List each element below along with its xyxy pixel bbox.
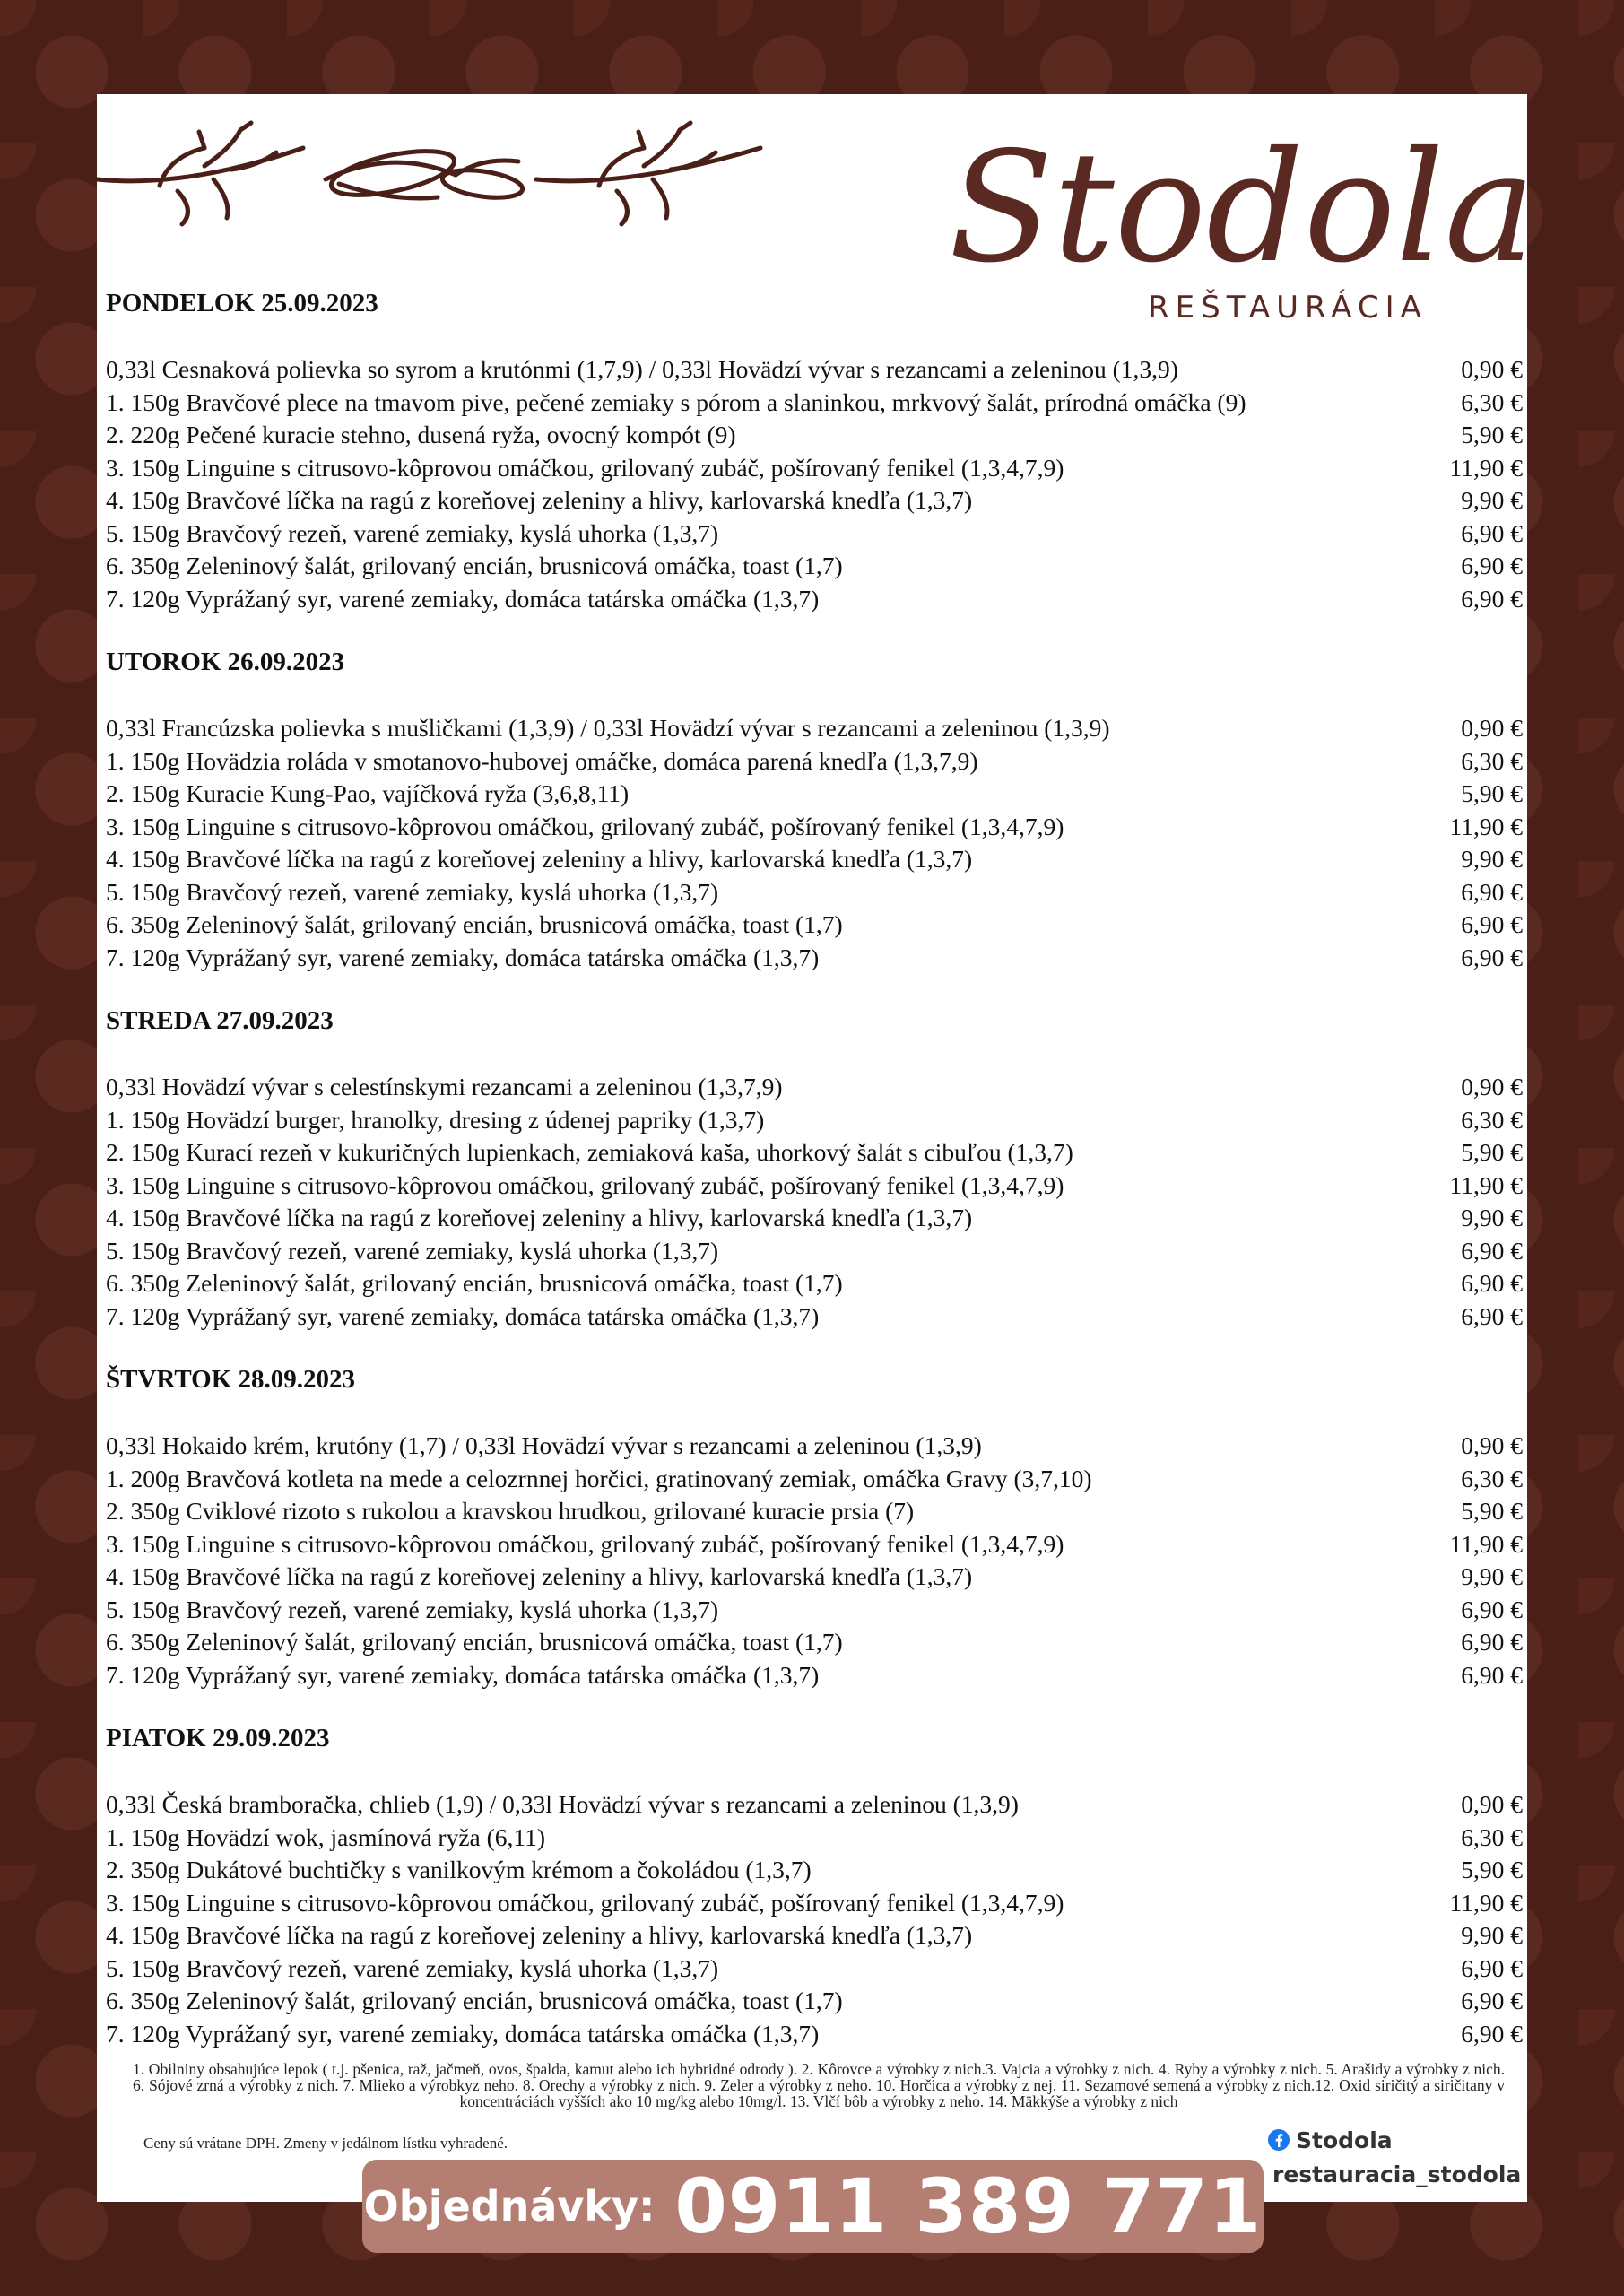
menu-sheet [97,94,1536,2202]
menu-item [106,909,1523,942]
menu-item [106,1561,1523,1594]
day-heading: UTOROK 26.09.2023 [106,648,345,676]
menu-item-text: 0,33l Hokaido krém, krutóny (1,7) / 0,33l Hovädzí vývar s rezancami a zeleninou (1,3,9) [106,1431,982,1459]
menu-item-price: 6,30 € [1461,746,1523,775]
menu-item [106,876,1523,909]
menu-item-price: 5,90 € [1461,1856,1523,1883]
menu-item-text: 7. 120g Vyprážaný syr, varené zemiaky, domáca tatárska omáčka (1,3,7) [106,943,820,971]
menu-item-price: 11,90 € [1449,1170,1523,1199]
menu-item-price: 6,90 € [1461,552,1523,579]
menu-item [106,1528,1523,1561]
menu-item-text: 4. 150g Bravčové líčka na ragú z koreňovej zeleniny a hlivy, karlovarská knedľa (1,3,7) [106,1921,973,1949]
menu-item [106,1300,1523,1334]
menu-item-price: 6,90 € [1461,1628,1523,1656]
day-section [106,287,1523,615]
menu-item-text: 0,33l Hovädzí vývar s celestínskymi rezancami a zeleninou (1,3,7,9) [106,1073,783,1100]
menu-item [106,1985,1523,2018]
menu-item [106,778,1523,811]
day-section [106,1722,1523,2050]
allergens-note: 1. Obilniny obsahujúce lepok ( t.j. pšenica, raž, jačmeň, ovos, špalda, kamut alebo ich hybridné odrody ). 2. Kôrovce a výrobky z nich.3. Vajcia a výrobky z nich. 4. Ryby a výrobky z nich. 5. Arašidy a výrobky z nich. 6. Sójové zrná a výrobky z nich. 7. Mlieko a výrobkyz neho. 8. Orechy a výrobky z nich. 9. Zeler a výrobky z neho. 10. Horčica a výrobky z nej. 11. Sezamové semená a výrobky z nich.12. Oxid siričitý a siričitany v koncentráciách vyšších ako 10 mg/kg alebo 10mg/l. 13. Vlčí bôb a výrobky z neho. 14. Mäkkýše a výrobky z nich [133,2060,1505,2110]
menu-item [106,2018,1523,2051]
menu-item-price: 11,90 € [1449,1888,1523,1917]
menu-item-price: 9,90 € [1461,845,1523,873]
logo-subtitle: REŠTAURÁCIA [1148,290,1428,326]
menu-item [106,745,1523,778]
menu-item-price: 0,90 € [1461,1790,1523,1818]
menu-item-price: 6,90 € [1461,1301,1523,1330]
menu-item-price: 9,90 € [1461,1562,1523,1590]
order-phone-number[interactable]: 0911 389 771 [674,2162,1263,2250]
menu-item [106,1919,1523,1952]
order-label: Objednávky: [363,2182,656,2231]
menu-item-text: 4. 150g Bravčové líčka na ragú z koreňovej zeleniny a hlivy, karlovarská knedľa (1,3,7) [106,845,973,873]
menu-item [106,1202,1523,1235]
menu-item-price: 6,90 € [1461,518,1523,547]
menu-item [106,1267,1523,1300]
menu-item-text: 1. 150g Hovädzí wok, jasmínová ryža (6,11) [106,1822,546,1851]
menu-item-price: 5,90 € [1461,1138,1523,1166]
menu-item-price: 9,90 € [1461,1204,1523,1231]
menu-item [106,517,1523,551]
menu-item-text: 4. 150g Bravčové líčka na ragú z koreňovej zeleniny a hlivy, karlovarská knedľa (1,3,7) [106,1562,973,1590]
menu-item-price: 6,90 € [1461,943,1523,971]
facebook-icon [1267,2128,1290,2152]
menu-item-text: 7. 120g Vyprážaný syr, varené zemiaky, domáca tatárska omáčka (1,3,7) [106,584,820,613]
menu-item [106,1104,1523,1137]
menu-item-text: 6. 350g Zeleninový šalát, grilovaný encián, brusnicová omáčka, toast (1,7) [106,910,843,938]
menu-item-price: 6,90 € [1461,1269,1523,1297]
menu-item-text: 0,33l Cesnaková polievka so syrom a krutónmi (1,7,9) / 0,33l Hovädzí vývar s rezancami a zeleninou (1,3,9) [106,355,1178,383]
menu-item [106,942,1523,975]
menu-item [106,712,1523,745]
instagram-link[interactable] [1267,2157,1522,2191]
menu-item [106,1430,1523,1463]
menu-item-text: 6. 350g Zeleninový šalát, grilovaný encián, brusnicová omáčka, toast (1,7) [106,1628,843,1656]
weekly-menu [106,287,1523,2050]
menu-item-price: 6,30 € [1461,387,1523,416]
menu-item-text: 0,33l Francúzska polievka s mušličkami (1,3,9) / 0,33l Hovädzí vývar s rezancami a zeleninou (1,3,9) [106,714,1110,742]
menu-item-price: 6,90 € [1461,1953,1523,1982]
menu-item-text: 5. 150g Bravčový rezeň, varené zemiaky, kyslá uhorka (1,3,7) [106,518,719,547]
menu-item-text: 5. 150g Bravčový rezeň, varené zemiaky, kyslá uhorka (1,3,7) [106,877,719,906]
menu-item-text: 1. 200g Bravčová kotleta na mede a celozrnnej horčici, gratinovaný zemiak, omáčka Gravy (3,7,10) [106,1464,1092,1492]
menu-item [106,1463,1523,1496]
day-section [106,1004,1523,1333]
menu-item [106,1594,1523,1627]
menu-item-text: 5. 150g Bravčový rezeň, varené zemiaky, kyslá uhorka (1,3,7) [106,1953,719,1982]
menu-item-price: 6,30 € [1461,1464,1523,1492]
menu-item-text: 7. 120g Vyprážaný syr, varené zemiaky, domáca tatárska omáčka (1,3,7) [106,1660,820,1689]
menu-item-price: 11,90 € [1449,453,1523,482]
order-phone-banner[interactable] [362,2160,1264,2253]
menu-item [106,1952,1523,1986]
menu-item-text: 6. 350g Zeleninový šalát, grilovaný encián, brusnicová omáčka, toast (1,7) [106,1987,843,2014]
menu-item [106,811,1523,844]
menu-item [106,353,1523,387]
menu-item-text: 2. 220g Pečené kuracie stehno, dusená ryža, ovocný kompót (9) [106,421,736,448]
menu-item [106,843,1523,876]
menu-item-price: 0,90 € [1461,1073,1523,1100]
menu-item-price: 6,30 € [1461,1105,1523,1134]
menu-item-text: 7. 120g Vyprážaný syr, varené zemiaky, domáca tatárska omáčka (1,3,7) [106,1301,820,1330]
social-links [1267,2123,1522,2191]
menu-item [106,1887,1523,1920]
menu-item-price: 0,90 € [1461,355,1523,383]
menu-item-price: 9,90 € [1461,486,1523,514]
menu-item-text: 1. 150g Hovädzia roláda v smotanovo-hubovej omáčke, domáca parená knedľa (1,3,7,9) [106,746,978,775]
menu-item [106,1822,1523,1855]
menu-item-text: 2. 350g Cviklové rizoto s rukolou a kravskou hrudkou, grilované kuracie prsia (7) [106,1497,915,1525]
menu-item-text: 2. 150g Kuracie Kung-Pao, vajíčková ryža (3,6,8,11) [106,779,630,807]
menu-item-price: 6,90 € [1461,1660,1523,1689]
menu-item [106,387,1523,420]
menu-item-text: 6. 350g Zeleninový šalát, grilovaný encián, brusnicová omáčka, toast (1,7) [106,552,843,579]
menu-item-text: 3. 150g Linguine s citrusovo-kôprovou omáčkou, grilovaný zubáč, pošírovaný fenikel (1,3,4,7,9) [106,453,1064,482]
menu-item-price: 0,90 € [1461,1431,1523,1459]
svg-text:Stodola: Stodola [949,119,1536,297]
menu-item [106,1235,1523,1268]
menu-item-price: 11,90 € [1449,1529,1523,1558]
day-section [106,646,1523,974]
menu-item [106,1071,1523,1104]
menu-item-text: 2. 350g Dukátové buchtičky s vanilkovým krémom a čokoládou (1,3,7) [106,1856,812,1883]
menu-item [106,419,1523,452]
menu-item-price: 11,90 € [1449,812,1523,840]
menu-item [106,1136,1523,1170]
botanical-ornament [97,112,778,247]
menu-item [106,452,1523,485]
menu-item-text: 4. 150g Bravčové líčka na ragú z koreňovej zeleniny a hlivy, karlovarská knedľa (1,3,7) [106,1204,973,1231]
menu-item [106,1495,1523,1528]
facebook-link[interactable] [1267,2123,1518,2157]
menu-item [106,1854,1523,1887]
vat-note: Ceny sú vrátane DPH. Zmeny v jedálnom lístku vyhradené. [143,2135,508,2152]
menu-item-price: 9,90 € [1461,1921,1523,1949]
menu-item-price: 6,90 € [1461,910,1523,938]
menu-item-text: 3. 150g Linguine s citrusovo-kôprovou omáčkou, grilovaný zubáč, pošírovaný fenikel (1,3,4,7,9) [106,1170,1064,1199]
day-heading: PONDELOK 25.09.2023 [106,289,378,317]
menu-item [106,1659,1523,1692]
menu-item-price: 6,30 € [1461,1822,1523,1851]
menu-item-price: 6,90 € [1461,1236,1523,1265]
menu-item-price: 5,90 € [1461,1497,1523,1525]
menu-item-text: 1. 150g Bravčové plece na tmavom pive, pečené zemiaky s pórom a slaninkou, mrkvový šalát, prírodná omáčka (9) [106,387,1246,416]
menu-item-text: 7. 120g Vyprážaný syr, varené zemiaky, domáca tatárska omáčka (1,3,7) [106,2019,820,2048]
menu-item-text: 1. 150g Hovädzí burger, hranolky, dresing z údenej papriky (1,3,7) [106,1105,765,1134]
menu-item [106,1626,1523,1659]
menu-item-price: 6,90 € [1461,584,1523,613]
menu-item-text: 6. 350g Zeleninový šalát, grilovaný encián, brusnicová omáčka, toast (1,7) [106,1269,843,1297]
menu-item-price: 6,90 € [1461,1595,1523,1623]
menu-item-price: 5,90 € [1461,421,1523,448]
day-section [106,1363,1523,1692]
menu-item-text: 4. 150g Bravčové líčka na ragú z koreňovej zeleniny a hlivy, karlovarská knedľa (1,3,7) [106,486,973,514]
menu-item [106,1170,1523,1203]
menu-item-text: 3. 150g Linguine s citrusovo-kôprovou omáčkou, grilovaný zubáč, pošírovaný fenikel (1,3,4,7,9) [106,1529,1064,1558]
menu-item-price: 6,90 € [1461,1987,1523,2014]
day-heading: STREDA 27.09.2023 [106,1006,334,1035]
menu-item [106,484,1523,517]
menu-item-text: 5. 150g Bravčový rezeň, varené zemiaky, kyslá uhorka (1,3,7) [106,1595,719,1623]
menu-item [106,583,1523,616]
facebook-handle: Stodola [1296,2126,1393,2153]
menu-item [106,1788,1523,1822]
menu-item-price: 5,90 € [1461,779,1523,807]
menu-item-text: 0,33l Česká bramboračka, chlieb (1,9) / 0,33l Hovädzí vývar s rezancami a zeleninou (1,3,9) [106,1790,1019,1818]
menu-item-text: 5. 150g Bravčový rezeň, varené zemiaky, kyslá uhorka (1,3,7) [106,1236,719,1265]
menu-item-price: 6,90 € [1461,877,1523,906]
menu-item-price: 6,90 € [1461,2019,1523,2048]
day-heading: PIATOK 29.09.2023 [106,1724,330,1752]
menu-item-text: 2. 150g Kurací rezeň v kukuričných lupienkach, zemiaková kaša, uhorkový šalát s cibuľou (1,3,7) [106,1138,1073,1166]
menu-item-price: 0,90 € [1461,714,1523,742]
instagram-handle: restauracia_stodola [1272,2161,1522,2187]
day-heading: ŠTVRTOK 28.09.2023 [106,1365,356,1394]
menu-item [106,550,1523,583]
menu-item-text: 3. 150g Linguine s citrusovo-kôprovou omáčkou, grilovaný zubáč, pošírovaný fenikel (1,3,4,7,9) [106,812,1064,840]
menu-item-text: 3. 150g Linguine s citrusovo-kôprovou omáčkou, grilovaný zubáč, pošírovaný fenikel (1,3,4,7,9) [106,1888,1064,1917]
